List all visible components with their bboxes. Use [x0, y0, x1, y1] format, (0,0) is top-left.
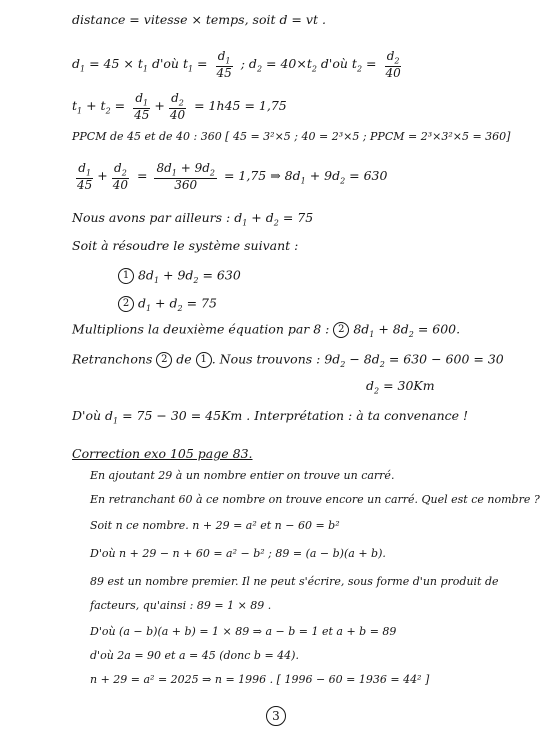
solution-line-4: facteurs, qu'ainsi : 89 = 1 × 89 . [90, 599, 272, 612]
problem-line-1: En ajoutant 29 à un nombre entier on trouve un carré. [90, 469, 395, 482]
circled-number: 2 [118, 296, 134, 312]
solution-line-1: Soit n ce nombre. n + 29 = a² et n − 60 = b² [90, 519, 340, 532]
fraction: $\frac{d_2}{40}$ [112, 161, 129, 192]
equation-1: 1 $8d_1 + 9d_2 = 630$ [118, 268, 241, 285]
solution-line-3: 89 est un nombre premier. Il ne peut s'écrire, sous forme d'un produit de [90, 575, 499, 588]
page-number: 3 [266, 706, 286, 726]
line-multiply: Multiplions la deuxième équation par 8 : 2 $8d_1 + 8d_2 = 600$. [72, 321, 461, 339]
section-heading: Correction exo 105 page 83. [72, 446, 253, 461]
fraction: $\frac{8d_1 + 9d_2}{360}$ [156, 161, 215, 192]
solution-line-7: n + 29 = a² = 2025 ⇒ n = 1996 . [ 1996 − 60 = 1936 = 44² ] [90, 673, 430, 686]
fraction: $\frac{d_1}{45}$ [216, 49, 232, 80]
solution-line-6: d'où 2a = 90 et a = 45 (donc b = 44). [90, 649, 299, 662]
line-subtract: Retranchons 2 de 1 . Nous trouvons : $9d_2 - 8d_2 = 630 - 600 = 30$ [72, 351, 504, 369]
circled-number: 1 [196, 352, 212, 368]
fraction: $\frac{d_1}{45}$ [77, 161, 93, 192]
line-ppcm: PPCM de 45 et de 40 : 360 [ 45 = 3²×5 ; 40 = 2³×5 ; PPCM = 2³×3²×5 = 360] [72, 130, 511, 143]
circled-number: 2 [156, 352, 172, 368]
line-common-denominator: $\frac{d_1}{45}$ + $\frac{d_2}{40}$ = $\frac{8d_1 + 9d_2}{360}$ = 1,75 ⇒ $8d_1 + 9d_2 = 630$ [77, 161, 388, 192]
circled-number: 1 [118, 268, 134, 284]
line-total-time: $t_1 + t_2$ = $\frac{d_1}{45}$ + $\frac{d_2}{40}$ = 1h45 = 1,75 [72, 91, 287, 122]
line-definition: distance = vitesse × temps, soit d = vt . [72, 12, 326, 27]
line-system-intro: Soit à résoudre le système suivant : [72, 238, 299, 253]
equation-2: 2 $d_1 + d_2 = 75$ [118, 296, 217, 313]
line-sum: Nous avons par ailleurs : $d_1 + d_2 = 75$ [72, 210, 314, 228]
line-d2-result: $d_2 = 30Km$ [366, 378, 435, 396]
problem-line-2: En retranchant 60 à ce nombre on trouve encore un carré. Quel est ce nombre ? [90, 493, 540, 506]
line-times: $d_1 = 45 \times t_1$ d'où $t_1$ = $\frac{d_1}{45}$ ; $d_2 = 40\times t_2$ d'où $t_2$ = $\frac{d_2}{40}$ [72, 49, 401, 80]
fraction: $\frac{d_1}{45}$ [134, 91, 150, 122]
fraction: $\frac{d_2}{40}$ [169, 91, 186, 122]
fraction: $\frac{d_2}{40}$ [385, 49, 401, 80]
circled-number: 2 [333, 322, 349, 338]
line-d1-result: D'où $d_1 = 75 - 30 = 45Km$ . Interprétation : à ta convenance ! [72, 408, 469, 426]
solution-line-2: D'où n + 29 − n + 60 = a² − b² ; 89 = (a − b)(a + b). [90, 547, 386, 560]
solution-line-5: D'où (a − b)(a + b) = 1 × 89 ⇒ a − b = 1 et a + b = 89 [90, 625, 397, 638]
